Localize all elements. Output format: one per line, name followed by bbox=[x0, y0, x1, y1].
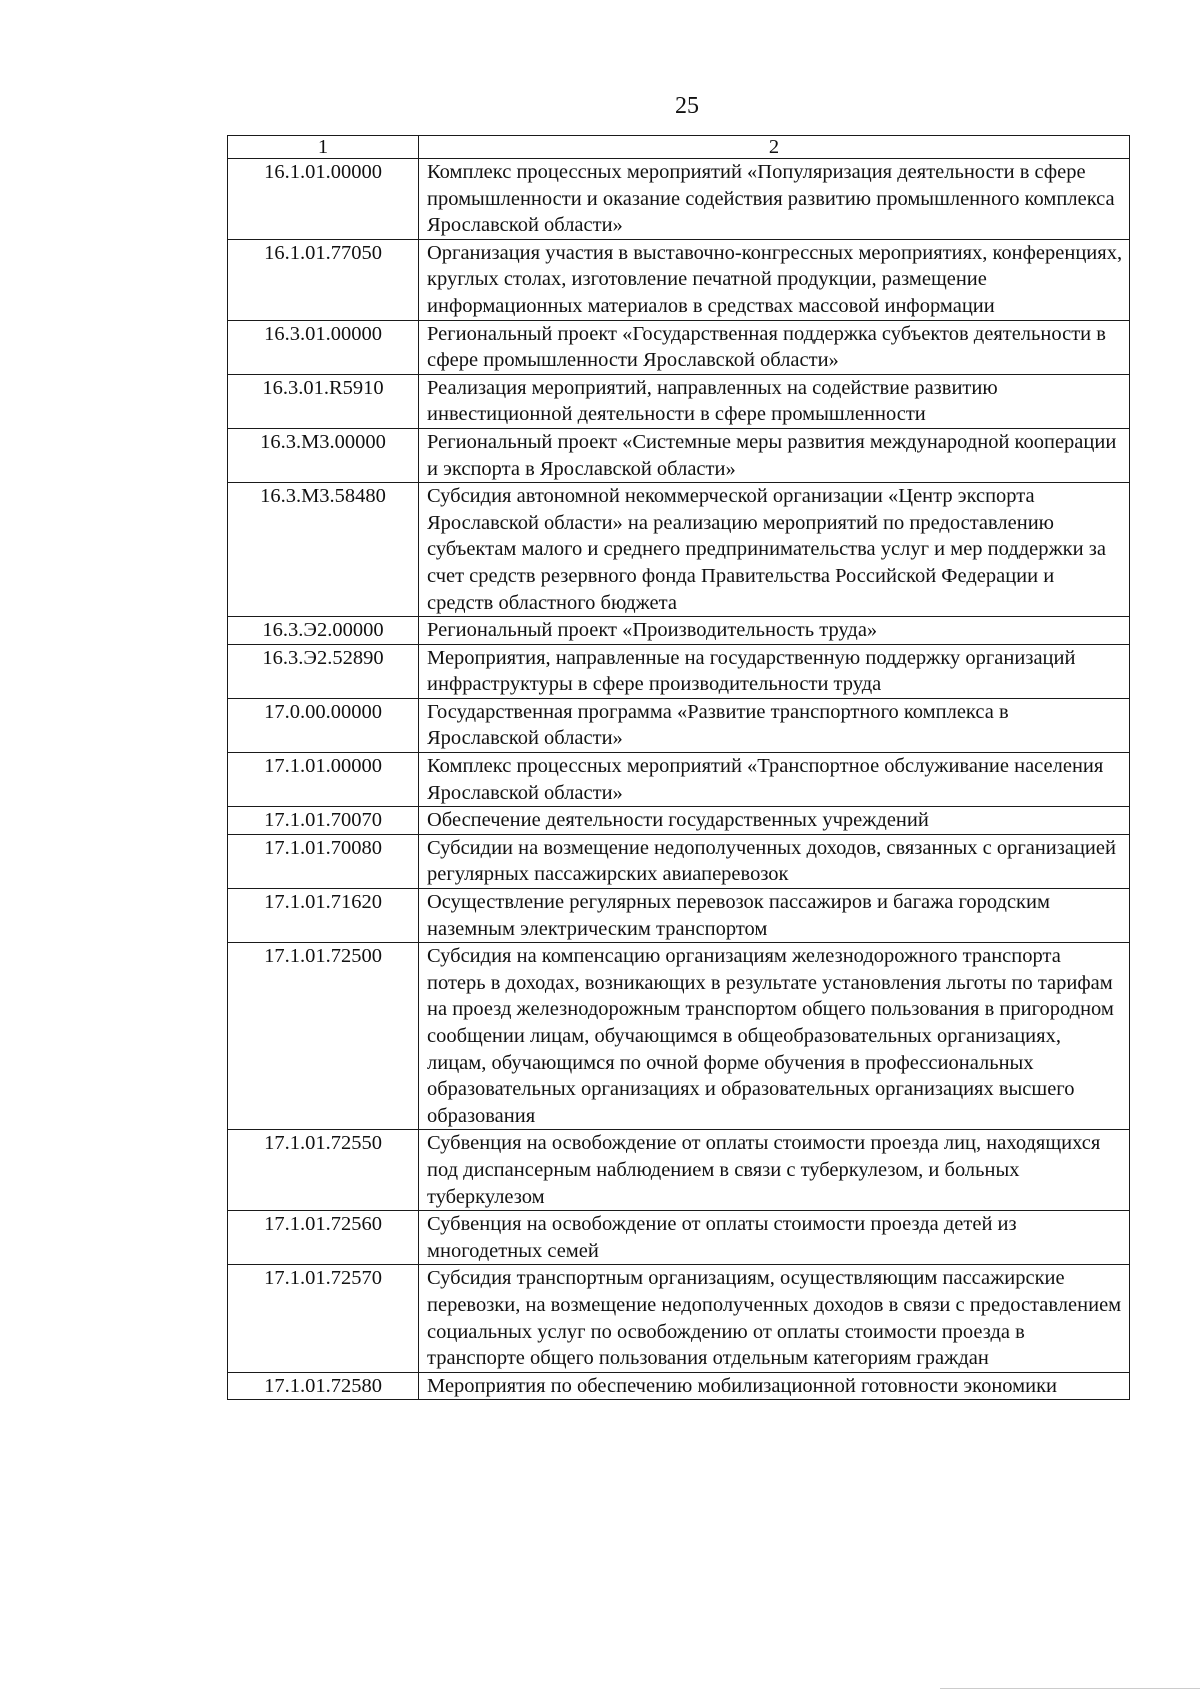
column-header-code: 1 bbox=[228, 136, 419, 159]
row-code-cell: 16.3.Э2.00000 bbox=[228, 617, 419, 645]
table-row bbox=[228, 617, 1130, 645]
row-code-cell: 16.3.М3.58480 bbox=[228, 483, 419, 617]
row-code-cell: 16.3.01.R5910 bbox=[228, 374, 419, 428]
budget-classification-table bbox=[227, 135, 1130, 1400]
table-header bbox=[228, 136, 1130, 159]
row-code-cell: 16.1.01.00000 bbox=[228, 159, 419, 240]
table-row bbox=[228, 159, 1130, 240]
row-code-cell: 17.1.01.72560 bbox=[228, 1211, 419, 1265]
row-description-cell: Субсидия автономной некоммерческой организации «Центр экспорта Ярославской области» на реализацию мероприятий по предоставлению субъектам малого и среднего предпринимательства услуг и мер поддержки за счет средств резервного фонда Правительства Российской Федерации и средств областного бюджета bbox=[419, 483, 1130, 617]
row-code-cell: 16.3.01.00000 bbox=[228, 320, 419, 374]
table-row bbox=[228, 320, 1130, 374]
table-row bbox=[228, 753, 1130, 807]
row-code-cell: 17.1.01.72580 bbox=[228, 1372, 419, 1400]
page-number: 25 bbox=[675, 93, 699, 119]
table-row bbox=[228, 834, 1130, 888]
row-code-cell: 17.1.01.70070 bbox=[228, 807, 419, 835]
row-description-cell: Субсидии на возмещение недополученных доходов, связанных с организацией регулярных пассажирских авиаперевозок bbox=[419, 834, 1130, 888]
row-description-cell: Региональный проект «Государственная поддержка субъектов деятельности в сфере промышленности Ярославской области» bbox=[419, 320, 1130, 374]
row-code-cell: 16.3.Э2.52890 bbox=[228, 644, 419, 698]
row-code-cell: 17.1.01.70080 bbox=[228, 834, 419, 888]
header-row bbox=[228, 136, 1130, 159]
table-row bbox=[228, 428, 1130, 482]
row-description-cell: Региональный проект «Системные меры развития международной кооперации и экспорта в Ярославской области» bbox=[419, 428, 1130, 482]
row-description-cell: Субвенция на освобождение от оплаты стоимости проезда детей из многодетных семей bbox=[419, 1211, 1130, 1265]
table-row bbox=[228, 1265, 1130, 1372]
table-row bbox=[228, 374, 1130, 428]
table-row bbox=[228, 1130, 1130, 1211]
scan-artifact-line bbox=[940, 1688, 1200, 1689]
row-description-cell: Комплекс процессных мероприятий «Популяризация деятельности в сфере промышленности и оказание содействия развитию промышленного комплекса Ярославской области» bbox=[419, 159, 1130, 240]
row-description-cell: Региональный проект «Производительность труда» bbox=[419, 617, 1130, 645]
column-header-description: 2 bbox=[419, 136, 1130, 159]
row-code-cell: 17.1.01.72550 bbox=[228, 1130, 419, 1211]
row-description-cell: Реализация мероприятий, направленных на содействие развитию инвестиционной деятельности в сфере промышленности bbox=[419, 374, 1130, 428]
row-description-cell: Субвенция на освобождение от оплаты стоимости проезда лиц, находящихся под диспансерным наблюдением в связи с туберкулезом, и больных туберкулезом bbox=[419, 1130, 1130, 1211]
row-description-cell: Мероприятия по обеспечению мобилизационной готовности экономики bbox=[419, 1372, 1130, 1400]
table-row bbox=[228, 1372, 1130, 1400]
row-description-cell: Организация участия в выставочно-конгрессных мероприятиях, конференциях, круглых столах, изготовление печатной продукции, размещение информационных материалов в средствах массовой информации bbox=[419, 239, 1130, 320]
table-row bbox=[228, 698, 1130, 752]
row-description-cell: Мероприятия, направленные на государственную поддержку организаций инфраструктуры в сфере производительности труда bbox=[419, 644, 1130, 698]
row-description-cell: Обеспечение деятельности государственных учреждений bbox=[419, 807, 1130, 835]
row-description-cell: Осуществление регулярных перевозок пассажиров и багажа городским наземным электрическим транспортом bbox=[419, 889, 1130, 943]
row-code-cell: 17.0.00.00000 bbox=[228, 698, 419, 752]
row-description-cell: Субсидия транспортным организациям, осуществляющим пассажирские перевозки, на возмещение недополученных доходов в связи с предоставлением социальных услуг по освобождению от оплаты стоимости проезда в транспорте общего пользования отдельным категориям граждан bbox=[419, 1265, 1130, 1372]
table-row bbox=[228, 1211, 1130, 1265]
table-body bbox=[228, 159, 1130, 1400]
row-description-cell: Государственная программа «Развитие транспортного комплекса в Ярославской области» bbox=[419, 698, 1130, 752]
row-description-cell: Комплекс процессных мероприятий «Транспортное обслуживание населения Ярославской области» bbox=[419, 753, 1130, 807]
row-code-cell: 16.3.М3.00000 bbox=[228, 428, 419, 482]
row-description-cell: Субсидия на компенсацию организациям железнодорожного транспорта потерь в доходах, возникающих в результате установления льготы по тарифам на проезд железнодорожным транспортом общего пользования в пригородном сообщении лицам, обучающимся в общеобразовательных организациях, лицам, обучающимся по очной форме обучения в профессиональных образовательных организациях и образовательных организациях высшего образования bbox=[419, 943, 1130, 1130]
row-code-cell: 17.1.01.72500 bbox=[228, 943, 419, 1130]
table-row bbox=[228, 889, 1130, 943]
row-code-cell: 16.1.01.77050 bbox=[228, 239, 419, 320]
row-code-cell: 17.1.01.72570 bbox=[228, 1265, 419, 1372]
table-row bbox=[228, 239, 1130, 320]
row-code-cell: 17.1.01.00000 bbox=[228, 753, 419, 807]
table-row bbox=[228, 943, 1130, 1130]
table-row bbox=[228, 807, 1130, 835]
table-row bbox=[228, 644, 1130, 698]
table-row bbox=[228, 483, 1130, 617]
row-code-cell: 17.1.01.71620 bbox=[228, 889, 419, 943]
